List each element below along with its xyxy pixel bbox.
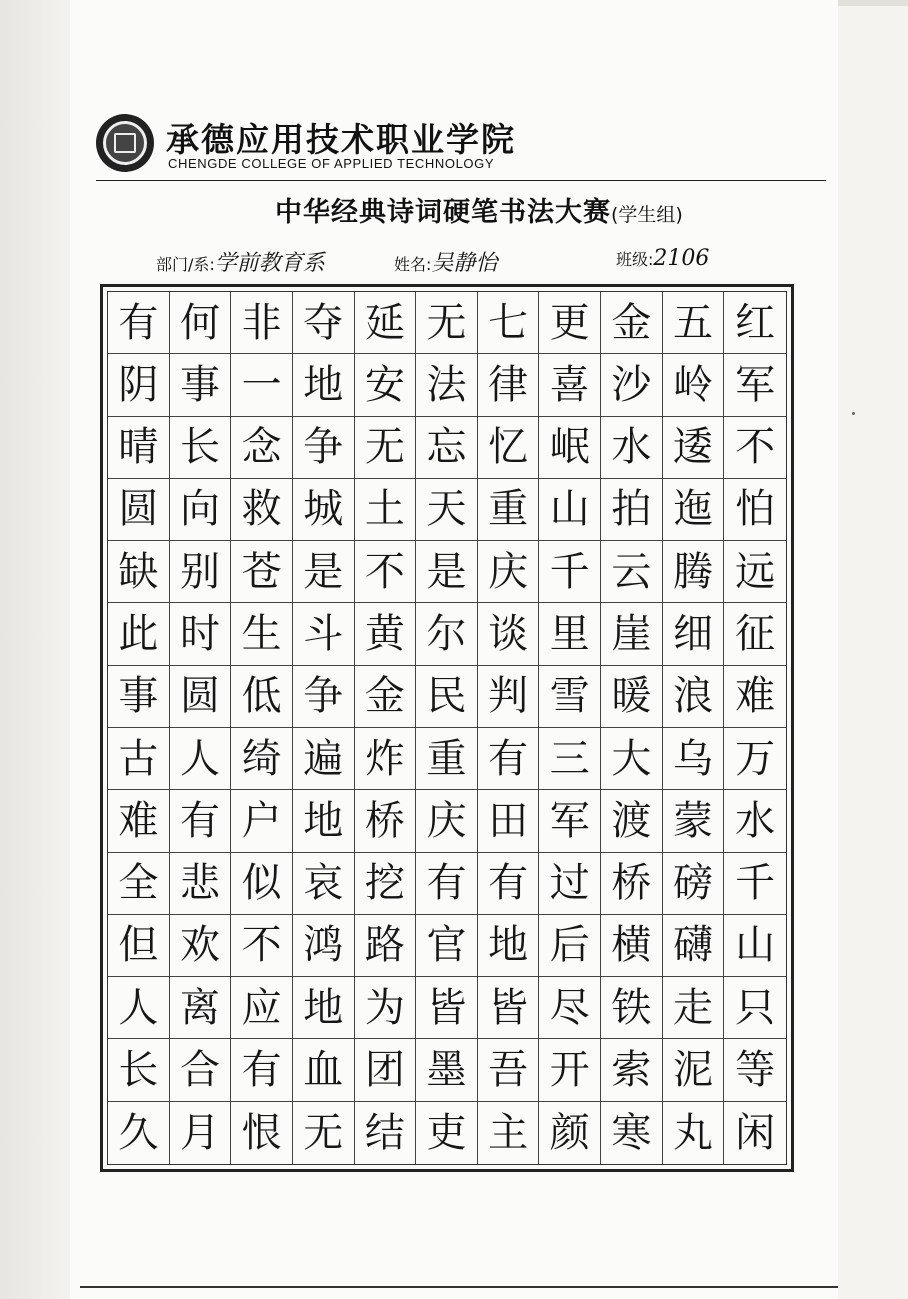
grid-cell: 官 xyxy=(416,915,478,977)
grid-cell: 似 xyxy=(231,853,293,915)
grid-cell: 难 xyxy=(724,666,786,728)
grid-cell: 路 xyxy=(355,915,417,977)
grid-cell: 有 xyxy=(170,790,232,852)
grid-cell: 雪 xyxy=(539,666,601,728)
grid-cell: 走 xyxy=(663,977,725,1039)
grid-cell: 地 xyxy=(293,354,355,416)
grid-cell: 有 xyxy=(478,853,540,915)
grid-cell: 绮 xyxy=(231,728,293,790)
grid-cell: 低 xyxy=(231,666,293,728)
department-label: 部门/系: xyxy=(156,255,215,274)
grid-cell: 为 xyxy=(355,977,417,1039)
grid-cell: 地 xyxy=(478,915,540,977)
grid-cell: 不 xyxy=(724,417,786,479)
grid-cell: 吏 xyxy=(416,1102,478,1164)
grid-cell: 长 xyxy=(108,1039,170,1101)
college-header xyxy=(96,112,556,178)
grid-cell: 皆 xyxy=(478,977,540,1039)
grid-cell: 蒙 xyxy=(663,790,725,852)
grid-cell: 哀 xyxy=(293,853,355,915)
grid-cell: 是 xyxy=(416,541,478,603)
grid-cell: 斗 xyxy=(293,603,355,665)
grid-cell: 救 xyxy=(231,479,293,541)
grid-cell: 丸 xyxy=(663,1102,725,1164)
grid-cell: 过 xyxy=(539,853,601,915)
class-value: 2106 xyxy=(653,246,710,271)
grid-cell: 念 xyxy=(231,417,293,479)
grid-cell: 军 xyxy=(724,354,786,416)
grid-cell: 鸿 xyxy=(293,915,355,977)
grid-cell: 索 xyxy=(601,1039,663,1101)
grid-cell: 庆 xyxy=(416,790,478,852)
grid-cell: 水 xyxy=(724,790,786,852)
grid-cell: 夺 xyxy=(293,292,355,354)
grid-cell: 尔 xyxy=(416,603,478,665)
grid-cell: 喜 xyxy=(539,354,601,416)
grid-cell: 延 xyxy=(355,292,417,354)
department-value: 学前教育系 xyxy=(214,251,325,276)
grid-cell: 缺 xyxy=(108,541,170,603)
grid-cell: 里 xyxy=(539,603,601,665)
grid-cell: 但 xyxy=(108,915,170,977)
grid-cell: 无 xyxy=(293,1102,355,1164)
college-name-cn: 承德应用技术职业学院 xyxy=(166,120,516,159)
grid-cell: 等 xyxy=(724,1039,786,1101)
grid-cell: 云 xyxy=(601,541,663,603)
grid-cell: 别 xyxy=(170,541,232,603)
grid-cell: 乌 xyxy=(663,728,725,790)
grid-cell: 法 xyxy=(416,354,478,416)
grid-cell: 人 xyxy=(108,977,170,1039)
grid-cell: 寒 xyxy=(601,1102,663,1164)
grid-cell: 皆 xyxy=(416,977,478,1039)
grid-cell: 黄 xyxy=(355,603,417,665)
grid-cell: 应 xyxy=(231,977,293,1039)
grid-cell: 山 xyxy=(539,479,601,541)
grid-cell: 城 xyxy=(293,479,355,541)
grid-cell: 事 xyxy=(170,354,232,416)
grid-cell: 此 xyxy=(108,603,170,665)
grid-cell: 晴 xyxy=(108,417,170,479)
grid-cell: 开 xyxy=(539,1039,601,1101)
grid-cell: 久 xyxy=(108,1102,170,1164)
grid-cell: 恨 xyxy=(231,1102,293,1164)
grid-cell: 浪 xyxy=(663,666,725,728)
grid-cell: 无 xyxy=(355,417,417,479)
grid-cell: 红 xyxy=(724,292,786,354)
grid-cell: 圆 xyxy=(108,479,170,541)
grid-cell: 是 xyxy=(293,541,355,603)
grid-cell: 颜 xyxy=(539,1102,601,1164)
grid-cell: 礴 xyxy=(663,915,725,977)
grid-cell: 血 xyxy=(293,1039,355,1101)
grid-cell: 怕 xyxy=(724,479,786,541)
grid-cell: 远 xyxy=(724,541,786,603)
grid-cell: 月 xyxy=(170,1102,232,1164)
grid-cell: 千 xyxy=(724,853,786,915)
grid-cell: 磅 xyxy=(663,853,725,915)
grid-cell: 谈 xyxy=(478,603,540,665)
grid-cell: 腾 xyxy=(663,541,725,603)
grid-cell: 吾 xyxy=(478,1039,540,1101)
grid-cell: 一 xyxy=(231,354,293,416)
grid-cell: 全 xyxy=(108,853,170,915)
grid-cell: 泥 xyxy=(663,1039,725,1101)
grid-cell: 三 xyxy=(539,728,601,790)
grid-cell: 争 xyxy=(293,666,355,728)
calligraphy-grid-frame xyxy=(100,284,794,1172)
grid-cell: 水 xyxy=(601,417,663,479)
grid-cell: 天 xyxy=(416,479,478,541)
grid-cell: 事 xyxy=(108,666,170,728)
grid-cell: 非 xyxy=(231,292,293,354)
paper-speck xyxy=(852,412,855,415)
grid-cell: 地 xyxy=(293,790,355,852)
grid-cell: 苍 xyxy=(231,541,293,603)
grid-cell: 挖 xyxy=(355,853,417,915)
calligraphy-grid xyxy=(107,291,787,1165)
grid-cell: 千 xyxy=(539,541,601,603)
grid-cell: 七 xyxy=(478,292,540,354)
grid-cell: 田 xyxy=(478,790,540,852)
grid-cell: 大 xyxy=(601,728,663,790)
grid-cell: 横 xyxy=(601,915,663,977)
grid-cell: 有 xyxy=(108,292,170,354)
grid-cell: 圆 xyxy=(170,666,232,728)
grid-cell: 金 xyxy=(355,666,417,728)
grid-cell: 细 xyxy=(663,603,725,665)
grid-cell: 尽 xyxy=(539,977,601,1039)
grid-cell: 何 xyxy=(170,292,232,354)
grid-cell: 争 xyxy=(293,417,355,479)
grid-cell: 有 xyxy=(416,853,478,915)
student-name-field xyxy=(394,246,497,277)
grid-cell: 暖 xyxy=(601,666,663,728)
grid-cell: 闲 xyxy=(735,1109,776,1156)
grid-cell: 长 xyxy=(170,417,232,479)
grid-cell: 迤 xyxy=(663,479,725,541)
grid-cell: 主 xyxy=(478,1102,540,1164)
grid-cell: 人 xyxy=(170,728,232,790)
grid-cell: 炸 xyxy=(355,728,417,790)
page-left-shadow xyxy=(0,0,70,1299)
grid-cell: 崖 xyxy=(601,603,663,665)
grid-cell: 拍 xyxy=(601,479,663,541)
student-name-label: 姓名: xyxy=(394,255,432,274)
grid-cell: 万 xyxy=(724,728,786,790)
grid-cell: 庆 xyxy=(478,541,540,603)
grid-cell: 离 xyxy=(170,977,232,1039)
grid-cell: 遍 xyxy=(293,728,355,790)
grid-cell: 忘 xyxy=(416,417,478,479)
student-name-value: 吴静怡 xyxy=(431,251,498,276)
grid-cell: 更 xyxy=(539,292,601,354)
grid-cell: 悲 xyxy=(170,853,232,915)
grid-cell: 墨 xyxy=(416,1039,478,1101)
grid-cell: 山 xyxy=(724,915,786,977)
class-field xyxy=(616,246,709,271)
college-name-en: CHENGDE COLLEGE OF APPLIED TECHNOLOGY xyxy=(168,156,495,171)
grid-cell: 后 xyxy=(539,915,601,977)
grid-cell: 征 xyxy=(724,603,786,665)
grid-cell: 岷 xyxy=(539,417,601,479)
grid-cell: 古 xyxy=(108,728,170,790)
grid-cell: 欢 xyxy=(170,915,232,977)
class-label: 班级: xyxy=(616,250,654,269)
grid-cell: 团 xyxy=(355,1039,417,1101)
grid-cell: 安 xyxy=(355,354,417,416)
grid-cell: 户 xyxy=(231,790,293,852)
grid-cell: 向 xyxy=(170,479,232,541)
grid-cell: 沙 xyxy=(601,354,663,416)
grid-cell: 有 xyxy=(231,1039,293,1101)
title-group: (学生组) xyxy=(611,204,683,226)
grid-cell: 只 xyxy=(724,977,786,1039)
grid-cell: 逶 xyxy=(663,417,725,479)
grid-cell: 渡 xyxy=(601,790,663,852)
college-seal-icon xyxy=(96,114,154,172)
grid-cell: 合 xyxy=(170,1039,232,1101)
grid-cell: 判 xyxy=(478,666,540,728)
page-title xyxy=(275,190,683,229)
grid-cell: 忆 xyxy=(478,417,540,479)
grid-cell: 五 xyxy=(663,292,725,354)
grid-cell: 阴 xyxy=(108,354,170,416)
grid-cell: 军 xyxy=(539,790,601,852)
grid-cell: 铁 xyxy=(601,977,663,1039)
grid-cell: 地 xyxy=(293,977,355,1039)
grid-cell: 有 xyxy=(478,728,540,790)
header-divider xyxy=(96,180,826,181)
grid-cell: 结 xyxy=(355,1102,417,1164)
grid-cell: 无 xyxy=(416,292,478,354)
title-main: 中华经典诗词硬笔书法大赛 xyxy=(275,197,611,228)
grid-cell: 桥 xyxy=(355,790,417,852)
grid-cell: 桥 xyxy=(601,853,663,915)
grid-cell: 重 xyxy=(416,728,478,790)
grid-cell: 律 xyxy=(478,354,540,416)
grid-cell: 时 xyxy=(170,603,232,665)
grid-cell: 土 xyxy=(355,479,417,541)
grid-cell: 岭 xyxy=(663,354,725,416)
grid-cell: 不 xyxy=(231,915,293,977)
grid-cell: 金 xyxy=(601,292,663,354)
grid-cell: 重 xyxy=(478,479,540,541)
grid-cell: 不 xyxy=(355,541,417,603)
grid-cell: 生 xyxy=(231,603,293,665)
department-field xyxy=(156,246,325,277)
grid-cell: 民 xyxy=(416,666,478,728)
grid-cell: 难 xyxy=(108,790,170,852)
page-bottom-rule xyxy=(80,1286,838,1288)
